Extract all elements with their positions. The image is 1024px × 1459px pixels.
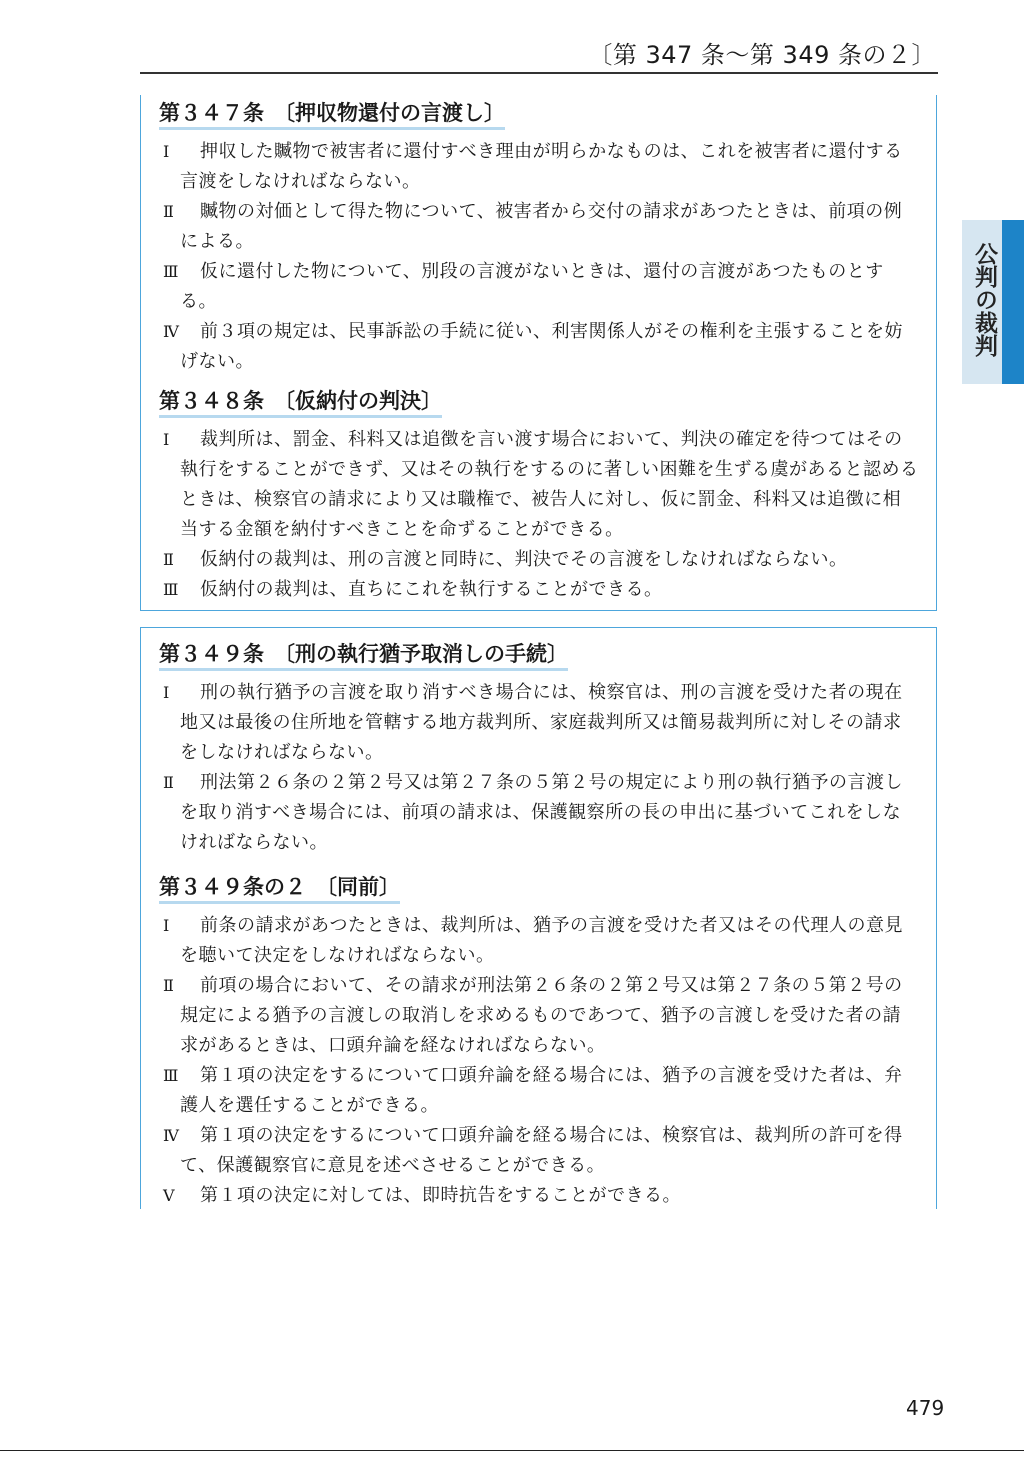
paragraph-text: 仮納付の裁判は、刑の言渡と同時に、判決でその言渡をしなければならない。: [200, 549, 848, 570]
article-title: [159, 871, 400, 905]
header-article-range: 〔第 347 条〜第 349 条の２〕: [588, 41, 936, 69]
paragraph-text: 前項の場合において、その請求が刑法第２６条の２第２号又は第２７条の５第２号の規定による猶予の言渡しの取消しを求めるものであつて、猶予の言渡しを受けた者の請求があるときは、口頭弁論を経なければならない。: [180, 975, 903, 1056]
article-title: [159, 638, 568, 672]
side-chapter-tab: [962, 220, 1024, 384]
article-caption: 〔押収物還付の言渡し〕: [274, 101, 505, 125]
article-paragraph: [159, 137, 919, 197]
paragraph-marker: Ⅱ: [163, 550, 174, 569]
paragraph-text: 仮に還付した物について、別段の言渡がないときは、還付の言渡があつたものとする。: [180, 261, 884, 312]
article-box-1: [140, 95, 937, 611]
paragraph-marker: Ⅳ: [163, 1126, 179, 1145]
paragraph-text: 第１項の決定をするについて口頭弁論を経る場合には、猶予の言渡を受けた者は、弁護人を選任することができる。: [180, 1065, 903, 1116]
article-paragraph: [159, 425, 919, 545]
page-number: 479: [906, 1396, 945, 1420]
paragraph-text: 贓物の対価として得た物について、被害者から交付の請求があつたときは、前項の例による。: [180, 201, 903, 252]
paragraph-marker: Ⅱ: [163, 976, 174, 995]
article-caption: 〔刑の執行猶予取消しの手続〕: [274, 642, 568, 666]
article-caption: 〔同前〕: [316, 875, 400, 899]
paragraph-marker: Ⅲ: [163, 580, 179, 599]
article-349-2: [159, 871, 919, 1211]
article-number: 第３４９条: [159, 642, 264, 666]
paragraph-text: 仮納付の裁判は、直ちにこれを執行することができる。: [200, 579, 663, 600]
article-paragraph: [159, 545, 919, 575]
paragraph-marker: Ⅰ: [163, 683, 170, 702]
side-tab-accent: [1002, 220, 1024, 384]
header-divider: [140, 72, 938, 74]
article-349: [159, 638, 919, 858]
article-347: [159, 97, 919, 377]
paragraph-marker: Ⅰ: [163, 916, 170, 935]
article-number: 第３４８条: [159, 389, 264, 413]
article-paragraph: [159, 575, 919, 605]
article-paragraph: [159, 1181, 919, 1211]
article-paragraph: [159, 911, 919, 971]
paragraph-text: 裁判所は、罰金、科料又は追徴を言い渡す場合において、判決の確定を待つてはその執行をすることができず、又はその執行をするのに著しい困難を生ずる虞があると認めるときは、検察官の請求により又は職権で、被告人に対し、仮に罰金、科料又は追徴に相当する金額を納付すべきことを命ずることができる。: [180, 429, 919, 540]
article-paragraph: [159, 197, 919, 257]
article-paragraph: [159, 971, 919, 1061]
article-paragraph: [159, 317, 919, 377]
article-number: 第３４９条の２: [159, 875, 306, 899]
article-title: [159, 385, 442, 419]
article-number: 第３４７条: [159, 101, 264, 125]
paragraph-text: 刑の執行猶予の言渡を取り消すべき場合には、検察官は、刑の言渡を受けた者の現在地又は最後の住所地を管轄する地方裁判所、家庭裁判所又は簡易裁判所に対しその請求をしなければならない。: [180, 682, 903, 763]
paragraph-text: 前３項の規定は、民事訴訟の手続に従い、利害関係人がその権利を主張することを妨げない。: [180, 321, 903, 372]
side-tab-label: 公判の裁判: [971, 242, 997, 357]
paragraph-text: 刑法第２６条の２第２号又は第２７条の５第２号の規定により刑の執行猶予の言渡しを取り消すべき場合には、前項の請求は、保護観察所の長の申出に基づいてこれをしなければならない。: [180, 772, 903, 853]
paragraph-marker: Ⅲ: [163, 262, 179, 281]
paragraph-marker: Ⅲ: [163, 1066, 179, 1085]
paragraph-text: 第１項の決定に対しては、即時抗告をすることができる。: [200, 1185, 681, 1206]
article-title: [159, 97, 505, 131]
article-paragraph: [159, 768, 919, 858]
paragraph-marker: Ⅱ: [163, 202, 174, 221]
paragraph-marker: Ⅰ: [163, 430, 170, 449]
paragraph-text: 押収した贓物で被害者に還付すべき理由が明らかなものは、これを被害者に還付する言渡をしなければならない。: [180, 141, 903, 192]
article-caption: 〔仮納付の判決〕: [274, 389, 442, 413]
paragraph-marker: Ⅳ: [163, 322, 179, 341]
paragraph-text: 第１項の決定をするについて口頭弁論を経る場合には、検察官は、裁判所の許可を得て、保護観察官に意見を述べさせることができる。: [180, 1125, 903, 1176]
paragraph-text: 前条の請求があつたときは、裁判所は、猶予の言渡を受けた者又はその代理人の意見を聴いて決定をしなければならない。: [180, 915, 903, 966]
article-paragraph: [159, 1061, 919, 1121]
article-box-2: [140, 627, 937, 1209]
bottom-divider: [0, 1450, 1024, 1451]
paragraph-marker: Ⅰ: [163, 142, 170, 161]
article-paragraph: [159, 1121, 919, 1181]
article-348: [159, 385, 919, 605]
paragraph-marker: Ⅴ: [163, 1186, 175, 1205]
article-paragraph: [159, 678, 919, 768]
paragraph-marker: Ⅱ: [163, 773, 174, 792]
article-paragraph: [159, 257, 919, 317]
